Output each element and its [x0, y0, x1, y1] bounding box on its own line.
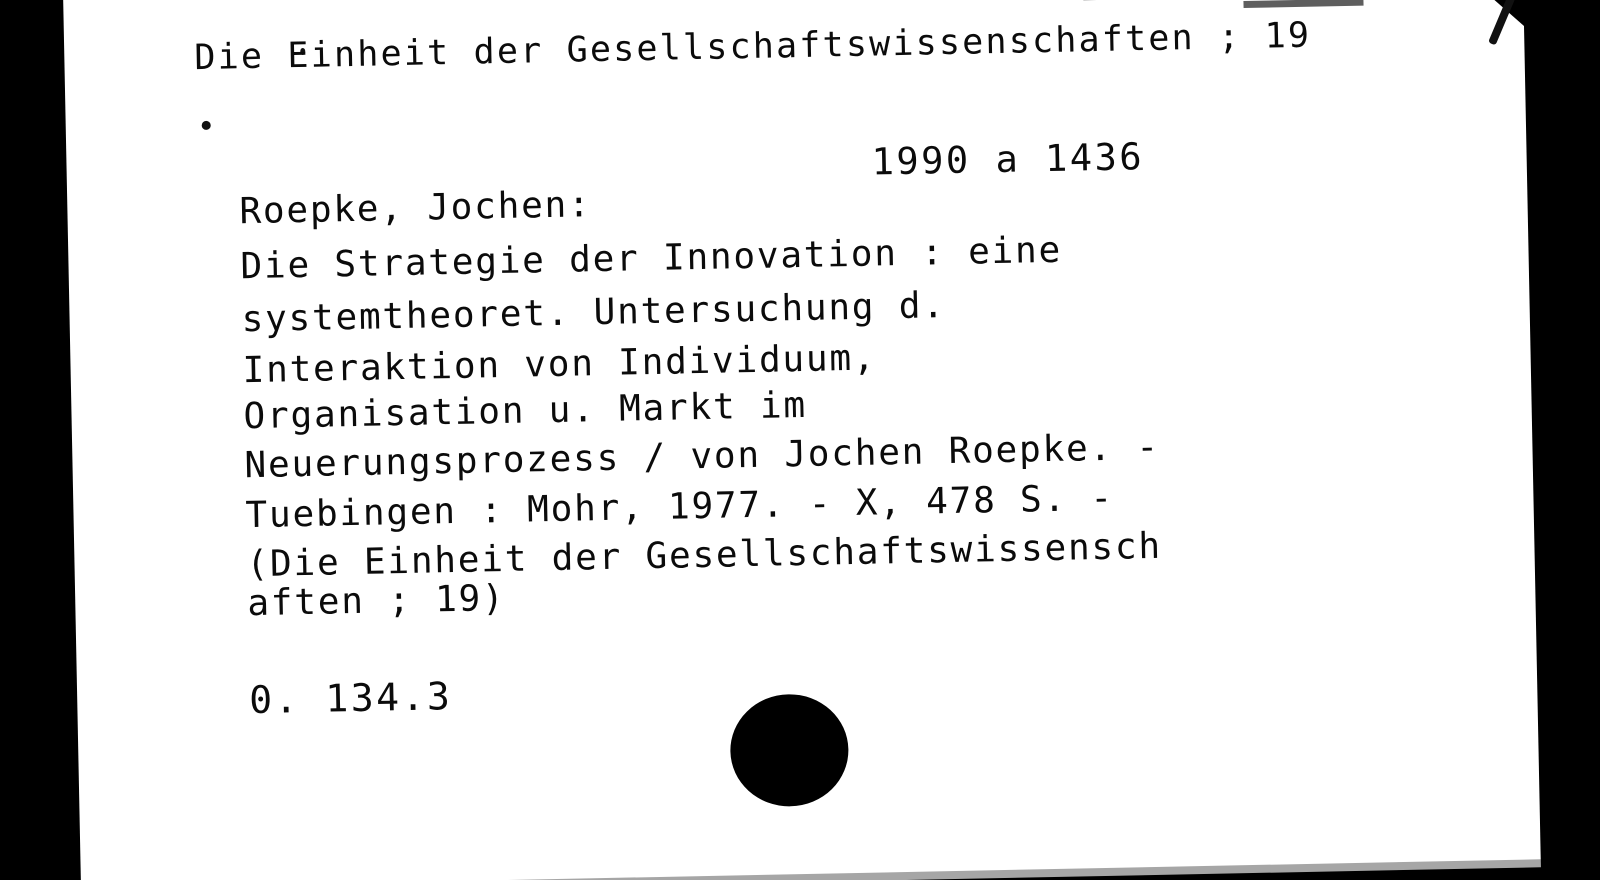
subtitle-line-continued: Interaktion von Individuum,	[242, 337, 877, 392]
statement-of-responsibility-line: Neuerungsprozess / von Jochen Roepke. -	[244, 426, 1161, 487]
series-header: Die Einheit der Gesellschaftswissenschaften ; 19	[193, 15, 1312, 79]
catalogue-card	[63, 0, 1541, 880]
author-line: Roepke, Jochen:	[239, 184, 592, 233]
subtitle-line: systemtheoret. Untersuchung d.	[241, 285, 947, 341]
series-statement-line: (Die Einheit der Gesellschaftswissensch	[246, 525, 1163, 586]
accession-number: 1990 a 1436	[871, 135, 1145, 184]
series-statement-line-continued: aften ; 19)	[246, 577, 506, 625]
subtitle-line-continued: Organisation u. Markt im	[243, 384, 808, 438]
title-line: Die Strategie der Innovation : eine	[240, 229, 1063, 288]
imprint-line: Tuebingen : Mohr, 1977. - X, 478 S. -	[245, 477, 1115, 537]
shelfmark: 0. 134.3	[248, 674, 453, 723]
